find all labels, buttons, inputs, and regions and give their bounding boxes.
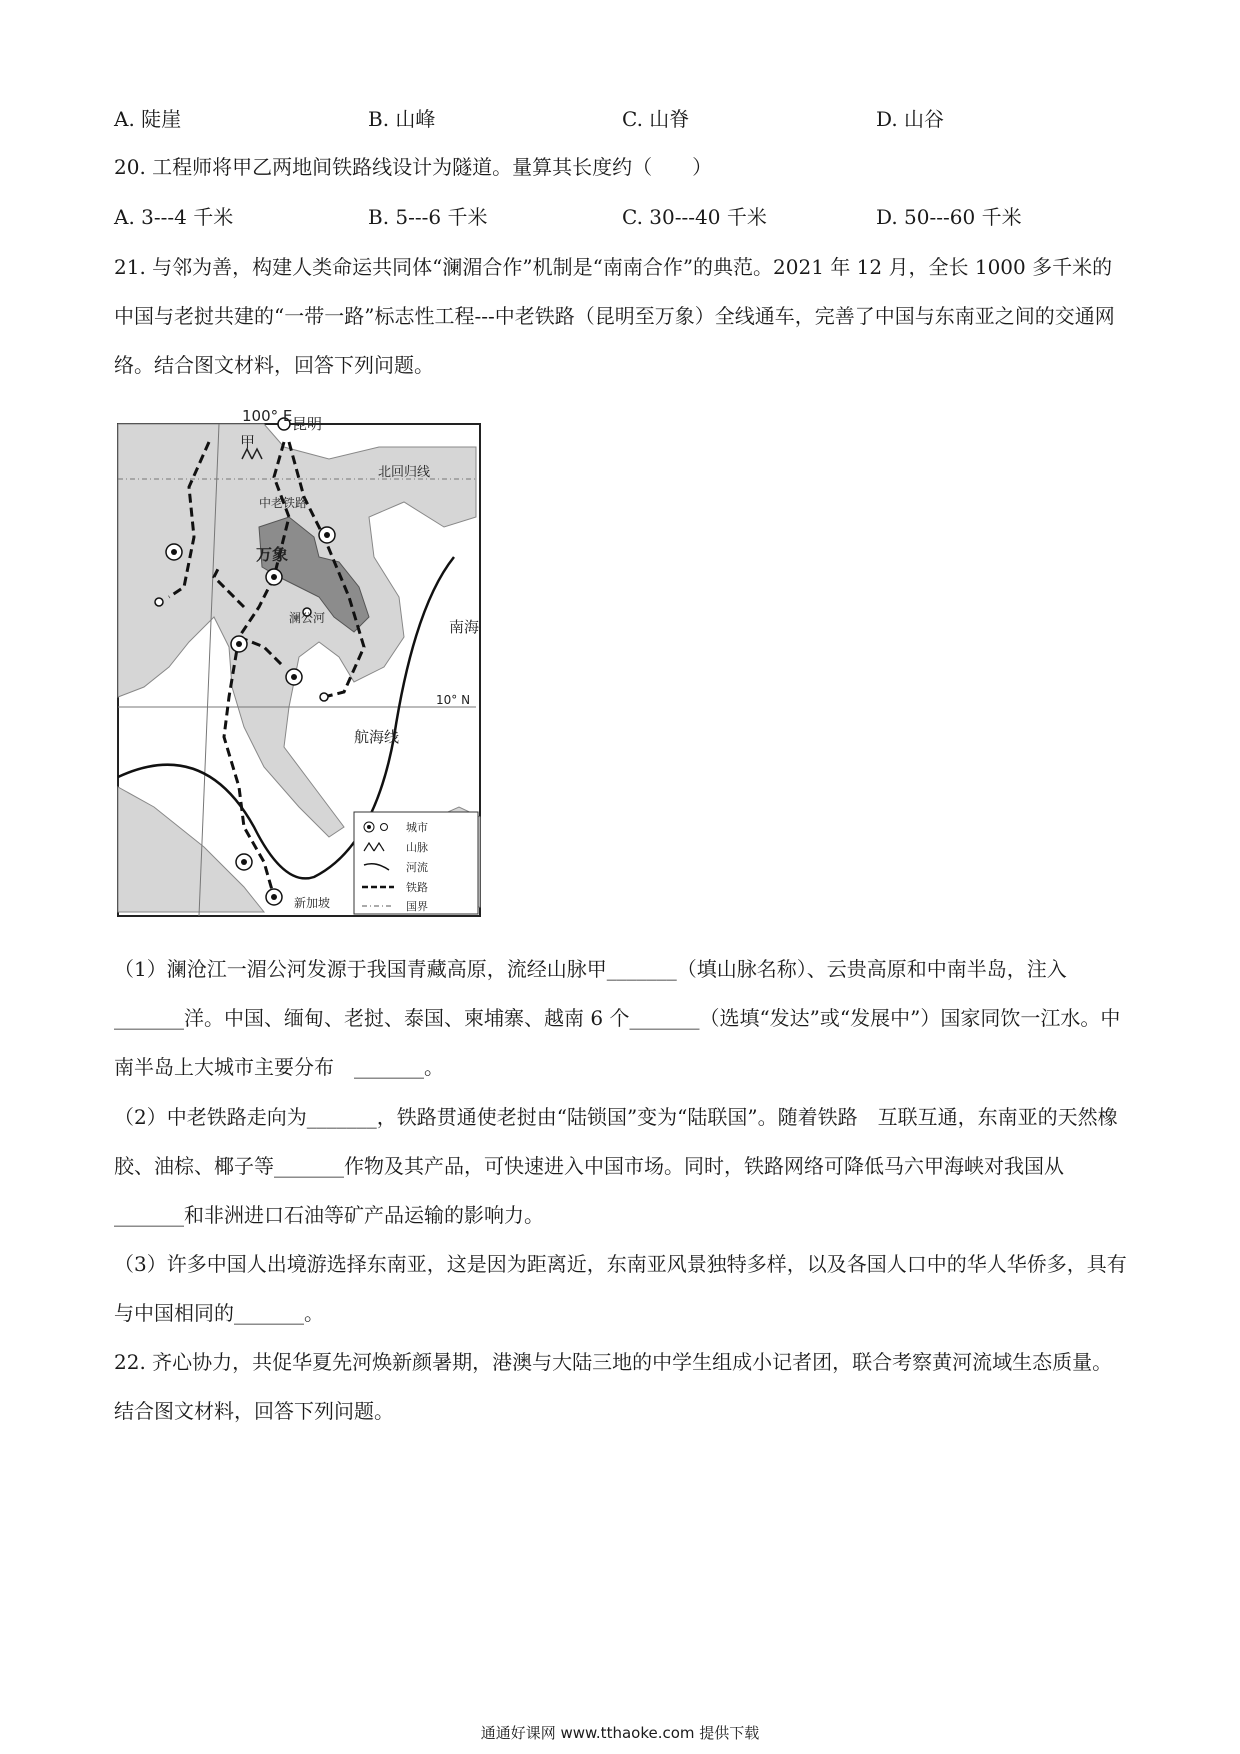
city-bangkok-marker xyxy=(231,636,247,652)
sea-label: 南海 xyxy=(449,618,480,636)
city-kualalumpur-marker xyxy=(236,854,252,870)
legend-city: 城市 xyxy=(406,821,428,834)
q20-stem: 20. 工程师将甲乙两地间铁路线设计为隧道。量算其长度约（ ） xyxy=(114,155,713,179)
q19-option-b: B. 山峰 xyxy=(368,107,436,131)
q20-option-c: C. 30---40 千米 xyxy=(622,205,767,229)
southeast-asia-map xyxy=(114,407,484,919)
tropic-label: 北回归线 xyxy=(378,465,431,480)
city-yangon-marker xyxy=(166,544,182,560)
railway-label: 中老铁路 xyxy=(259,496,308,510)
q20-option-b: B. 5---6 千米 xyxy=(368,205,488,229)
city-kunming-label: 昆明 xyxy=(292,415,323,433)
city-small-marker xyxy=(155,598,163,606)
city-singapore-marker xyxy=(266,889,282,905)
q21-sub2: （2）中老铁路走向为_______，铁路贯通使老挝由“陆锁国”变为“陆联国”。随着铁路 互联互通，东南亚的天然橡胶、油棕、椰子等_______作物及其产品，可快速进入中国市场。同时，铁路网络可降低马六甲海峡对我国从_______和非洲进口石油等矿产品运输的影响力。 xyxy=(114,1105,1118,1227)
q19-option-d: D. 山谷 xyxy=(876,107,945,131)
range-label: 甲 xyxy=(240,433,256,451)
q21-sub1: （1）澜沧江一湄公河发源于我国青藏高原，流经山脉甲_______（填山脉名称）、云贵高原和中南半岛，注入_______洋。中国、缅甸、老挝、泰国、柬埔寨、越南 6 个_______（选填“发达”或“发展中”）国家同饮一江水。中南半岛上大城市主要分布 _______。 xyxy=(114,957,1121,1079)
legend-border: 国界 xyxy=(406,900,428,913)
q21-intro: 21. 与邻为善，构建人类命运共同体“澜湄合作”机制是“南南合作”的典范。2021 年 12 月，全长 1000 多千米的中国与老挝共建的“一带一路”标志性工程---中老铁路（昆明至万象）全线通车，完善了中国与东南亚之间的交通网络。结合图文材料，回答下列问题。 xyxy=(114,255,1115,377)
legend-river: 河流 xyxy=(406,861,428,874)
q21-sub3: （3）许多中国人出境游选择东南亚，这是因为距离近，东南亚风景独特多样，以及各国人口中的华人华侨多，具有与中国相同的_______。 xyxy=(114,1252,1127,1325)
lon-label: 100° E xyxy=(242,407,293,425)
q20-option-a: A. 3---4 千米 xyxy=(114,205,234,229)
q20-option-d: D. 50---60 千米 xyxy=(876,205,1022,229)
city-vientiane-label: 万象 xyxy=(256,545,289,564)
city-small-marker xyxy=(320,693,328,701)
q22-intro: 22. 齐心协力，共促华夏先河焕新颜暑期，港澳与大陆三地的中学生组成小记者团，联合考察黄河流域生态质量。结合图文材料，回答下列问题。 xyxy=(114,1350,1113,1423)
city-singapore-label: 新加坡 xyxy=(294,896,331,910)
city-phnompenh-marker xyxy=(286,669,302,685)
lat-label: 10° N xyxy=(436,693,471,707)
footer: 通通好课网 www.tthaoke.com 提供下载 xyxy=(480,1724,760,1742)
legend-railway: 铁路 xyxy=(406,881,428,894)
q19-option-c: C. 山脊 xyxy=(622,107,690,131)
legend-mountain: 山脉 xyxy=(406,841,428,854)
city-vientiane-marker xyxy=(266,569,282,585)
shipping-label: 航海线 xyxy=(354,728,400,746)
q19-option-a: A. 陡崖 xyxy=(114,107,182,131)
map-legend xyxy=(354,812,478,914)
city-hanoi-marker xyxy=(319,527,335,543)
river-label: 澜公河 xyxy=(289,611,326,625)
